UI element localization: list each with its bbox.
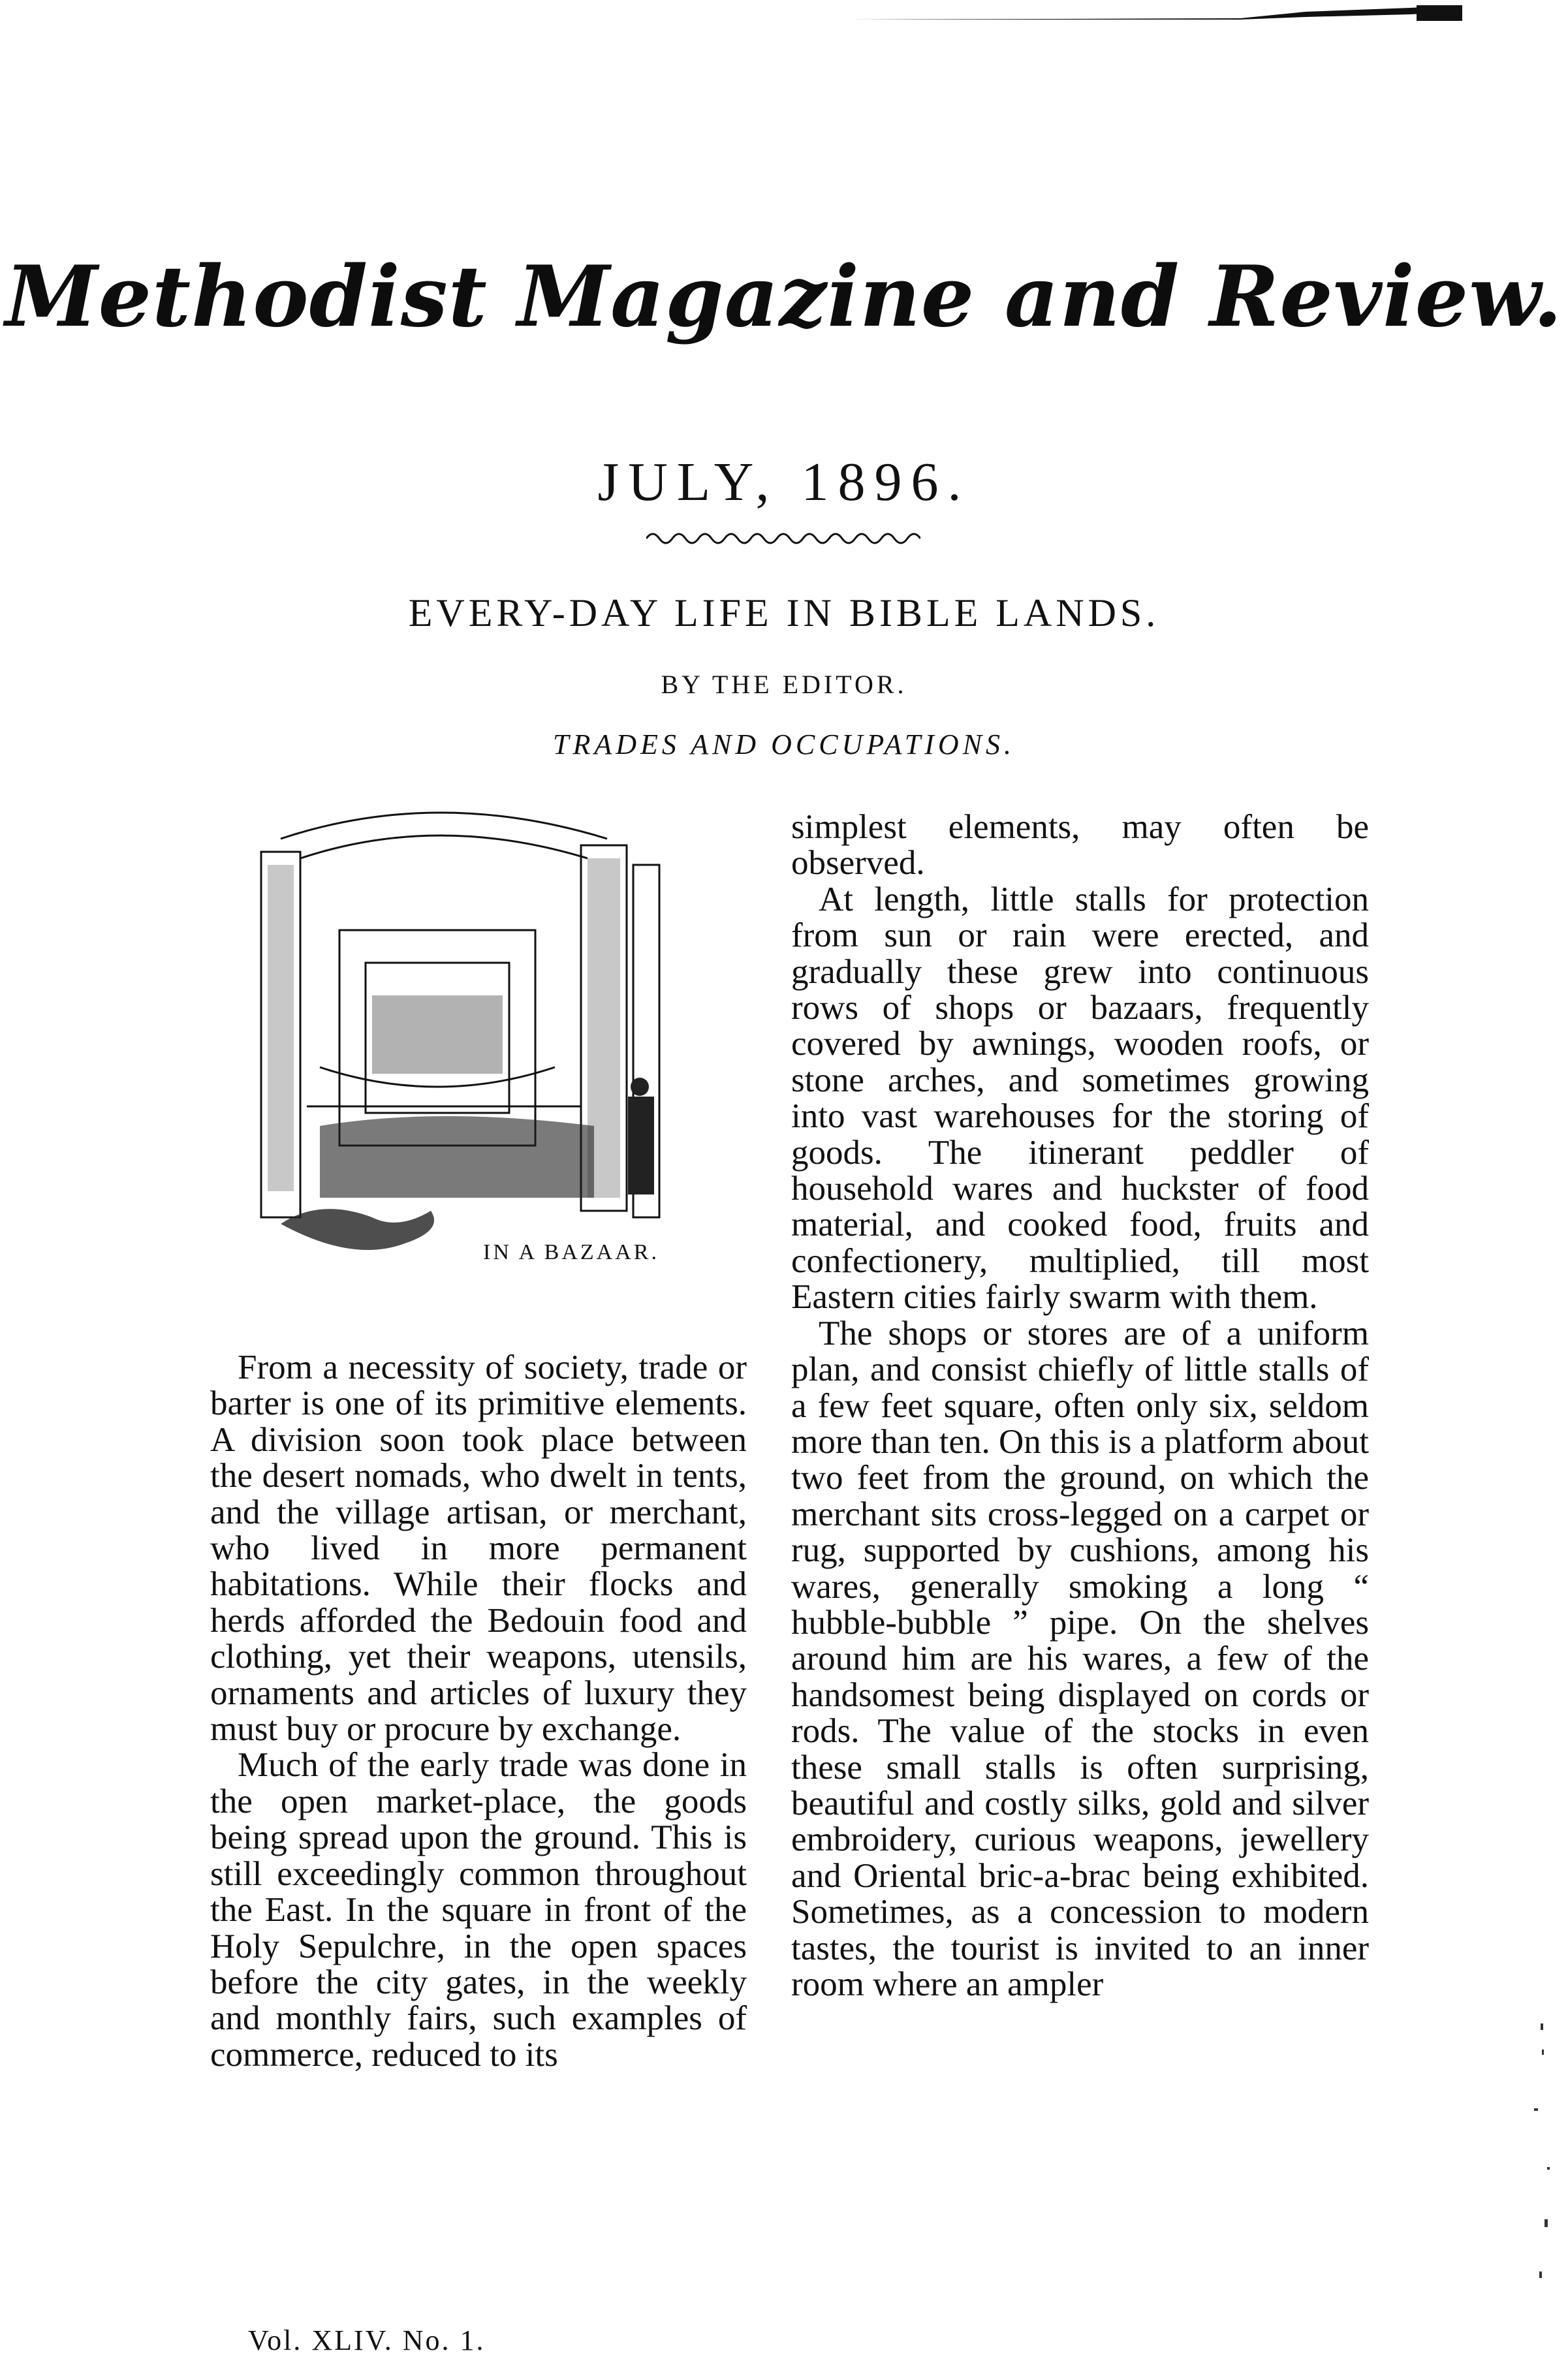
ornamental-divider bbox=[646, 525, 920, 552]
paragraph: At length, little stalls for protection from sun or rain were erected, and gradually these grew into continuous rows of shops or bazaars, frequently covered by awnings, wooden roofs, or stone arches, and sometimes growing into vast warehouses for the storing of goods. The itinerant peddler of household wares and huckster of food material, and cooked food, fruits and confectionery, multiplied, till most Eastern cities fairly swarm with them. bbox=[791, 880, 1369, 1317]
article-title: EVERY-DAY LIFE IN BIBLE LANDS. bbox=[408, 591, 1160, 634]
illustration-caption: IN A BAZAAR. bbox=[483, 1240, 659, 1264]
paragraph: From a necessity of society, trade or barter is one of its primitive elements. A division soon took place between the desert nomads, who dwelt in tents, and the village artisan, or merchant, who lived in more permanent habitations. While their flocks and herds afforded the Bedouin food and clothing, yet their weapons, utensils, ornaments and articles of luxury they must buy or procure by exchange. bbox=[210, 1349, 747, 1749]
byline: BY THE EDITOR. bbox=[661, 670, 907, 699]
right-column bbox=[791, 809, 1369, 2003]
left-column bbox=[210, 1350, 747, 2073]
masthead: Methodist Magazine and Review. bbox=[5, 248, 1563, 346]
volume-number: Vol. XLIV. No. 1. bbox=[248, 2324, 486, 2356]
paragraph: simplest elements, may often be observed. bbox=[791, 808, 1369, 882]
bazaar-illustration bbox=[242, 800, 738, 1315]
paragraph: The shops or stores are of a uniform plan, and consist chiefly of little stalls of a few feet square, often only six, seldom more than ten. On this is a platform about two feet from the ground, on which the merchant sits cross-legged on a carpet or rug, supported by cushions, among his wares, generally smoking a long “ hubble-bubble ” pipe. On the shelves around him are his wares, a few of the handsomest being displayed on cords or rods. The value of the stocks in even these small stalls is often surprising, beautiful and costly silks, gold and silver embroidery, curious weapons, jewellery and Oriental bric-a-brac being exhibited. Sometimes, as a concession to modern tastes, the tourist is invited to an inner room where an ampler bbox=[791, 1314, 1369, 2003]
top-rule bbox=[849, 5, 1462, 25]
paragraph: Much of the early trade was done in the open market-place, the goods being spread upon the ground. This is still exceedingly common throughout the East. In the square in front of the Holy Sepulchre, in the open spaces before the city gates, in the weekly and monthly fairs, such examples of commerce, reduced to its bbox=[210, 1746, 747, 2074]
margin-specks bbox=[1528, 2023, 1560, 2298]
issue-date: JULY, 1896. bbox=[597, 452, 971, 512]
section-heading: TRADES AND OCCUPATIONS. bbox=[552, 728, 1016, 760]
